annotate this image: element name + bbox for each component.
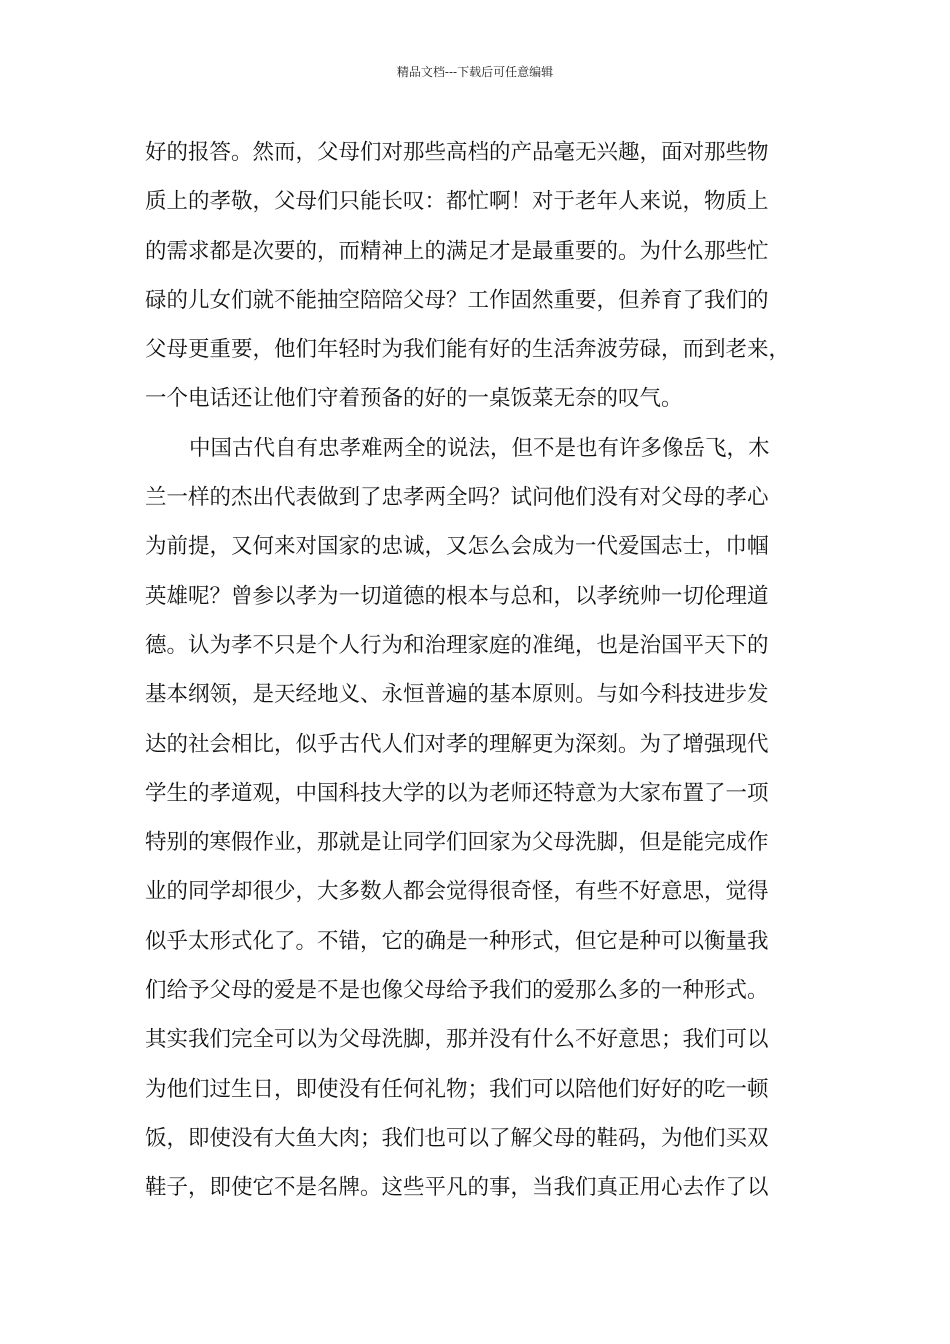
text-line: 英雄呢？曾参以孝为一切道德的根本与总和，以孝统帅一切伦理道 bbox=[145, 583, 769, 609]
text-line: 似乎太形式化了。不错，它的确是一种形式，但它是种可以衡量我 bbox=[145, 928, 769, 954]
text-line: 特别的寒假作业，那就是让同学们回家为父母洗脚，但是能完成作 bbox=[145, 830, 769, 856]
text-line: 好的报答。然而，父母们对那些高档的产品毫无兴趣，面对那些物 bbox=[145, 140, 769, 165]
text-line: 学生的孝道观，中国科技大学的以为老师还特意为大家布置了一项 bbox=[145, 780, 769, 806]
text-line: 的需求都是次要的，而精神上的满足才是最重要的。为什么那些忙 bbox=[145, 238, 769, 264]
text-line: 们给予父母的爱是不是也像父母给予我们的爱那么多的一种形式。 bbox=[145, 978, 769, 1004]
text-line: 业的同学却很少，大多数人都会觉得很奇怪，有些不好意思，觉得 bbox=[145, 879, 769, 905]
text-line: 其实我们完全可以为父母洗脚，那并没有什么不好意思；我们可以 bbox=[145, 1027, 769, 1053]
text-line: 饭，即使没有大鱼大肉；我们也可以了解父母的鞋码，为他们买双 bbox=[145, 1125, 769, 1151]
text-line: 父母更重要，他们年轻时为我们能有好的生活奔波劳碌，而到老来， bbox=[145, 337, 791, 363]
text-line: 鞋子，即使它不是名牌。这些平凡的事，当我们真正用心去作了以 bbox=[145, 1175, 769, 1201]
text-line: 为他们过生日，即使没有任何礼物；我们可以陪他们好好的吃一顿 bbox=[145, 1076, 769, 1102]
text-line: 兰一样的杰出代表做到了忠孝两全吗？试问他们没有对父母的孝心 bbox=[145, 485, 769, 511]
text-line: 达的社会相比，似乎古代人们对孝的理解更为深刻。为了增强现代 bbox=[145, 731, 769, 757]
text-line: 碌的儿女们就不能抽空陪陪父母？工作固然重要，但养育了我们的 bbox=[145, 287, 769, 313]
text-line: 质上的孝敬，父母们只能长叹：都忙啊！对于老年人来说，物质上 bbox=[145, 189, 769, 215]
paragraph-start-line: 中国古代自有忠孝难两全的说法，但不是也有许多像岳飞，木 bbox=[189, 435, 770, 461]
page-header: 精品文档---下载后可任意编辑 bbox=[396, 65, 554, 79]
text-line: 基本纲领，是天经地义、永恒普遍的基本原则。与如今科技进步发 bbox=[145, 682, 769, 708]
document-body bbox=[145, 128, 807, 1213]
text-line: 德。认为孝不只是个人行为和治理家庭的准绳，也是治国平天下的 bbox=[145, 632, 769, 658]
text-line: 一个电话还让他们守着预备的好的一桌饭菜无奈的叹气。 bbox=[145, 386, 683, 412]
text-line: 为前提，又何来对国家的忠诚，又怎么会成为一代爱国志士，巾帼 bbox=[145, 534, 769, 560]
